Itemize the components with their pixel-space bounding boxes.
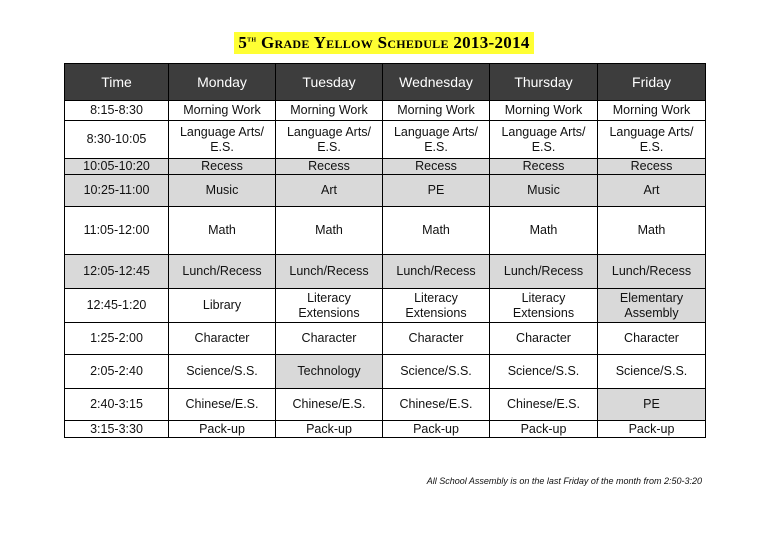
time-cell: 10:05-10:20 bbox=[65, 159, 169, 175]
schedule-cell: Chinese/E.S. bbox=[276, 389, 383, 421]
schedule-cell: Character bbox=[276, 323, 383, 355]
schedule-cell: Language Arts/ E.S. bbox=[490, 121, 598, 159]
schedule-cell: Pack-up bbox=[598, 421, 706, 438]
schedule-cell: Elementary Assembly bbox=[598, 289, 706, 323]
schedule-cell: Pack-up bbox=[169, 421, 276, 438]
time-cell: 2:40-3:15 bbox=[65, 389, 169, 421]
col-header-time: Time bbox=[65, 64, 169, 101]
schedule-cell: Recess bbox=[490, 159, 598, 175]
time-cell: 12:05-12:45 bbox=[65, 255, 169, 289]
schedule-cell: Character bbox=[383, 323, 490, 355]
title-grade-number: 5 bbox=[238, 33, 248, 52]
table-row bbox=[65, 289, 706, 323]
schedule-cell: Science/S.S. bbox=[383, 355, 490, 389]
schedule-cell: Chinese/E.S. bbox=[383, 389, 490, 421]
schedule-cell: Morning Work bbox=[383, 101, 490, 121]
table-row bbox=[65, 175, 706, 207]
time-cell: 2:05-2:40 bbox=[65, 355, 169, 389]
time-cell: 1:25-2:00 bbox=[65, 323, 169, 355]
schedule-cell: Morning Work bbox=[169, 101, 276, 121]
schedule-cell: Music bbox=[169, 175, 276, 207]
schedule-cell: Literacy Extensions bbox=[276, 289, 383, 323]
schedule-cell: Language Arts/ E.S. bbox=[598, 121, 706, 159]
table-row bbox=[65, 207, 706, 255]
schedule-cell: Morning Work bbox=[490, 101, 598, 121]
schedule-cell: Recess bbox=[169, 159, 276, 175]
schedule-cell: Language Arts/ E.S. bbox=[276, 121, 383, 159]
table-row bbox=[65, 421, 706, 438]
schedule-cell: Recess bbox=[276, 159, 383, 175]
schedule-cell: Art bbox=[276, 175, 383, 207]
schedule-cell: Math bbox=[383, 207, 490, 255]
col-header-thursday: Thursday bbox=[490, 64, 598, 101]
schedule-cell: Library bbox=[169, 289, 276, 323]
schedule-cell: Lunch/Recess bbox=[598, 255, 706, 289]
table-row bbox=[65, 389, 706, 421]
schedule-cell: Literacy Extensions bbox=[490, 289, 598, 323]
col-header-monday: Monday bbox=[169, 64, 276, 101]
schedule-cell: Pack-up bbox=[383, 421, 490, 438]
time-cell: 11:05-12:00 bbox=[65, 207, 169, 255]
schedule-cell: Math bbox=[598, 207, 706, 255]
schedule-cell: Literacy Extensions bbox=[383, 289, 490, 323]
schedule-cell: Lunch/Recess bbox=[383, 255, 490, 289]
schedule-cell: Math bbox=[169, 207, 276, 255]
schedule-cell: Language Arts/ E.S. bbox=[383, 121, 490, 159]
table-row bbox=[65, 159, 706, 175]
time-cell: 12:45-1:20 bbox=[65, 289, 169, 323]
page-title bbox=[234, 32, 533, 54]
schedule-cell: Science/S.S. bbox=[169, 355, 276, 389]
schedule-cell: Lunch/Recess bbox=[490, 255, 598, 289]
schedule-cell: Language Arts/ E.S. bbox=[169, 121, 276, 159]
title-text: Grade Yellow Schedule 2013-2014 bbox=[256, 33, 530, 52]
time-cell: 8:30-10:05 bbox=[65, 121, 169, 159]
schedule-cell: Technology bbox=[276, 355, 383, 389]
title-ordinal-suffix: th bbox=[247, 33, 257, 44]
schedule-cell: Character bbox=[490, 323, 598, 355]
schedule-cell: Character bbox=[598, 323, 706, 355]
schedule-cell: Morning Work bbox=[598, 101, 706, 121]
col-header-tuesday: Tuesday bbox=[276, 64, 383, 101]
schedule-cell: PE bbox=[383, 175, 490, 207]
schedule-cell: Math bbox=[490, 207, 598, 255]
footnote: All School Assembly is on the last Friday of the month from 2:50-3:20 bbox=[426, 476, 702, 486]
schedule-cell: Pack-up bbox=[276, 421, 383, 438]
schedule-cell: Music bbox=[490, 175, 598, 207]
col-header-wednesday: Wednesday bbox=[383, 64, 490, 101]
schedule-cell: Character bbox=[169, 323, 276, 355]
schedule-cell: Lunch/Recess bbox=[169, 255, 276, 289]
schedule-cell: Chinese/E.S. bbox=[169, 389, 276, 421]
schedule-cell: Lunch/Recess bbox=[276, 255, 383, 289]
table-row bbox=[65, 255, 706, 289]
schedule-cell: Recess bbox=[598, 159, 706, 175]
title-container bbox=[0, 32, 768, 54]
header-row bbox=[65, 64, 706, 101]
schedule-cell: Chinese/E.S. bbox=[490, 389, 598, 421]
schedule-cell: Recess bbox=[383, 159, 490, 175]
schedule-cell: PE bbox=[598, 389, 706, 421]
schedule-cell: Science/S.S. bbox=[598, 355, 706, 389]
time-cell: 3:15-3:30 bbox=[65, 421, 169, 438]
time-cell: 8:15-8:30 bbox=[65, 101, 169, 121]
schedule-table bbox=[64, 63, 706, 438]
schedule-cell: Art bbox=[598, 175, 706, 207]
table-row bbox=[65, 355, 706, 389]
schedule-cell: Pack-up bbox=[490, 421, 598, 438]
table-row bbox=[65, 101, 706, 121]
col-header-friday: Friday bbox=[598, 64, 706, 101]
schedule-cell: Science/S.S. bbox=[490, 355, 598, 389]
time-cell: 10:25-11:00 bbox=[65, 175, 169, 207]
table-row bbox=[65, 121, 706, 159]
schedule-cell: Math bbox=[276, 207, 383, 255]
table-row bbox=[65, 323, 706, 355]
schedule-cell: Morning Work bbox=[276, 101, 383, 121]
